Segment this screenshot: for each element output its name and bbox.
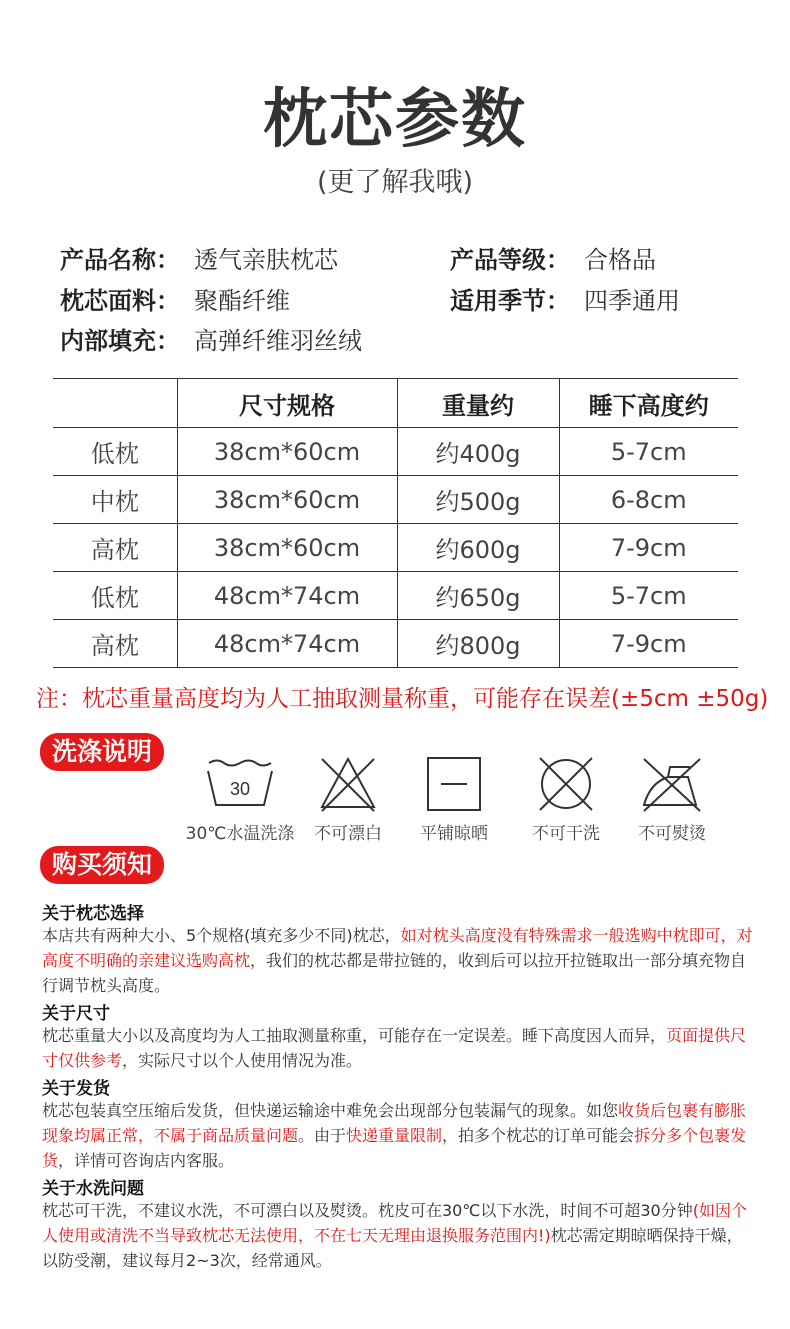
- body-text-highlight: 快递重量限制: [346, 1126, 443, 1145]
- table-header: 尺寸规格: [177, 379, 397, 428]
- body-text: 枕芯包装真空压缩后发货，但快递运输途中难免会出现部分包装漏气的现象。如您: [42, 1101, 619, 1120]
- wash-label: 30℃水温洗涤: [185, 824, 295, 844]
- body-text: 枕芯重量大小以及高度均为人工抽取测量称重，可能存在一定误差。睡下高度因人而异，: [42, 1026, 667, 1045]
- section-body-pillow-choice: [42, 923, 754, 998]
- measurement-note: 注：枕芯重量高度均为人工抽取测量称重，可能存在误差(±5cm ±50g): [36, 686, 769, 712]
- body-text-highlight: 页面提供尺寸仅供参考: [42, 1026, 747, 1070]
- page-subtitle: (更了解我哦): [316, 167, 474, 198]
- section-title-pillow-choice: 关于枕芯选择: [42, 904, 144, 924]
- table-cell: 中枕: [53, 476, 177, 524]
- body-text: 枕芯可干洗，不建议水洗，不可漂白以及熨烫。枕皮可在30℃以下水洗，时间不可超30分钟: [42, 1201, 693, 1220]
- wash-label: 平铺晾晒: [420, 824, 488, 844]
- spec-key: 产品等级：: [450, 246, 570, 274]
- table-row: [53, 476, 738, 524]
- table-cell: 约400g: [397, 428, 559, 476]
- table-cell: 5-7cm: [559, 428, 738, 476]
- body-text: 枕芯需定期晾晒保持干燥，以防受潮，建议每月2~3次，经常通风。: [42, 1226, 743, 1270]
- body-text-highlight: (如因个人使用或清洗不当导致枕芯无法使用，不在七天无理由退换服务范围内!): [42, 1201, 747, 1245]
- table-cell: 38cm*60cm: [177, 476, 397, 524]
- wash-30-icon: [205, 755, 275, 813]
- table-cell: 低枕: [53, 572, 177, 620]
- body-text-highlight: 收货后包裹有膨胀现象均属正常，不属于商品质量问题: [42, 1101, 747, 1145]
- table-cell: 低枕: [53, 428, 177, 476]
- body-text: ，实际尺寸以个人使用情况为准。: [122, 1051, 363, 1070]
- table-cell: 6-8cm: [559, 476, 738, 524]
- spec-fabric: [60, 281, 290, 316]
- wash-item: [612, 755, 732, 844]
- table-cell: 7-9cm: [559, 524, 738, 572]
- table-cell: 48cm*74cm: [177, 572, 397, 620]
- table-cell: 约650g: [397, 572, 559, 620]
- table-row: [53, 524, 738, 572]
- table-cell: 5-7cm: [559, 572, 738, 620]
- spec-value: 四季通用: [584, 287, 680, 315]
- spec-value: 透气亲肤枕芯: [194, 246, 338, 274]
- table-cell: 38cm*60cm: [177, 524, 397, 572]
- purchase-section-title: 购买须知: [40, 846, 164, 884]
- no-bleach-icon: [318, 755, 378, 813]
- spec-value: 聚酯纤维: [194, 287, 290, 315]
- section-title-washing: 关于水洗问题: [42, 1179, 144, 1199]
- spec-key: 产品名称：: [60, 246, 180, 274]
- section-body-washing: [42, 1198, 754, 1273]
- table-row: [53, 572, 738, 620]
- spec-value: 高弹纤维羽丝绒: [194, 327, 362, 355]
- section-title-size: 关于尺寸: [42, 1004, 110, 1024]
- spec-key: 适用季节：: [450, 287, 570, 315]
- table-header: 睡下高度约: [559, 379, 738, 428]
- spec-grade: [450, 240, 656, 275]
- spec-product-name: [60, 240, 338, 275]
- body-text: 。由于: [298, 1126, 347, 1145]
- page-title: 枕芯参数: [263, 83, 527, 157]
- wash-item: [394, 755, 514, 844]
- table-row: [53, 620, 738, 668]
- table-header: 重量约: [397, 379, 559, 428]
- table-cell: 约800g: [397, 620, 559, 668]
- table-row: [53, 428, 738, 476]
- spec-key: 枕芯面料：: [60, 287, 180, 315]
- body-text: 本店共有两种大小、5个规格(填充多少不同)枕芯，: [42, 926, 401, 945]
- table-cell: 高枕: [53, 620, 177, 668]
- spec-filling: [60, 321, 362, 356]
- table-header: [53, 379, 177, 428]
- table-cell: 38cm*60cm: [177, 428, 397, 476]
- section-body-size: [42, 1023, 754, 1073]
- table-header-row: [53, 379, 738, 428]
- table-cell: 高枕: [53, 524, 177, 572]
- wash-label: 不可熨烫: [638, 824, 706, 844]
- wash-label: 不可干洗: [532, 824, 600, 844]
- size-table: [53, 378, 738, 668]
- wash-item: [506, 755, 626, 844]
- spec-season: [450, 281, 680, 316]
- table-cell: 7-9cm: [559, 620, 738, 668]
- wash-temp: 30: [229, 779, 251, 799]
- table-cell: 约500g: [397, 476, 559, 524]
- wash-item: [180, 755, 300, 844]
- no-iron-icon: [640, 755, 704, 813]
- table-cell: 48cm*74cm: [177, 620, 397, 668]
- wash-section-title: 洗涤说明: [40, 733, 164, 771]
- spec-value: 合格品: [584, 246, 656, 274]
- spec-key: 内部填充：: [60, 327, 180, 355]
- wash-label: 不可漂白: [314, 824, 382, 844]
- no-dry-clean-icon: [536, 755, 596, 813]
- body-text-highlight: 拆分多个包裹发货: [42, 1126, 747, 1170]
- section-body-shipping: [42, 1098, 754, 1173]
- body-text: ，详情可咨询店内客服。: [58, 1151, 235, 1170]
- body-text: ，拍多个枕芯的订单可能会: [442, 1126, 635, 1145]
- body-text-highlight: 如对枕头高度没有特殊需求一般选购中枕即可，对高度不明确的亲建议选购高枕: [42, 926, 753, 970]
- wash-item: [288, 755, 408, 844]
- body-text: ，我们的枕芯都是带拉链的，收到后可以拉开拉链取出一部分填充物自行调节枕头高度。: [42, 951, 747, 995]
- table-cell: 约600g: [397, 524, 559, 572]
- flat-dry-icon: [424, 755, 484, 813]
- section-title-shipping: 关于发货: [42, 1079, 110, 1099]
